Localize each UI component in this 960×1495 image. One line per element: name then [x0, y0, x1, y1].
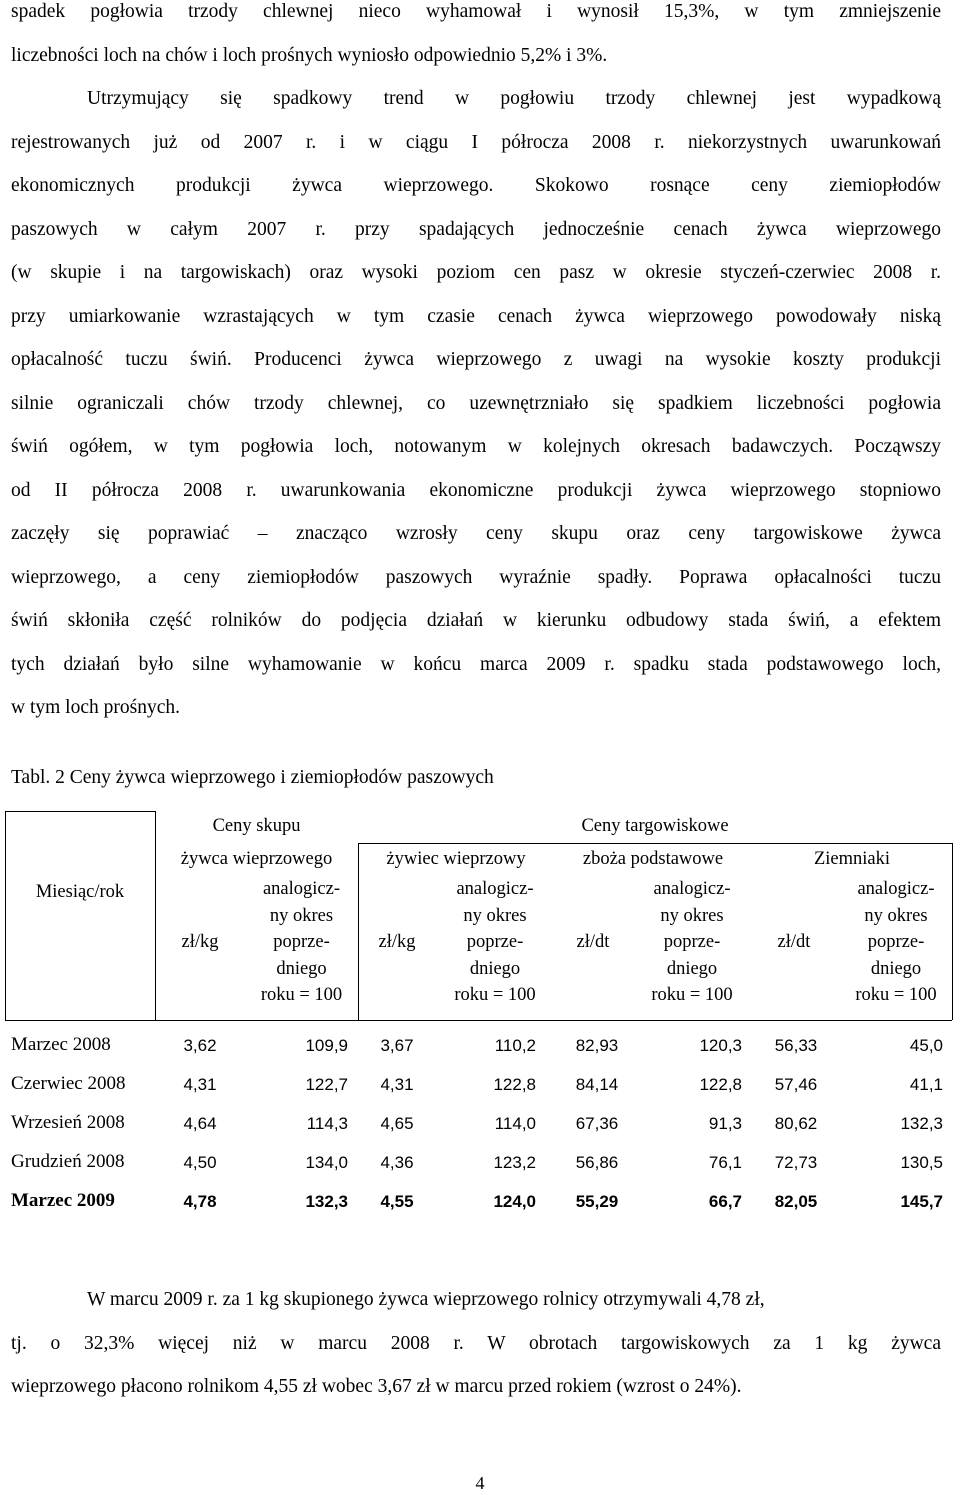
- table-cell: 123,2: [493, 1153, 536, 1172]
- table-cell: 124,0: [493, 1192, 536, 1211]
- table-left-border: [5, 811, 6, 1020]
- table-cell: 91,3: [708, 1114, 742, 1133]
- table-cell: 4,31: [380, 1075, 414, 1094]
- table-rule: [358, 843, 952, 844]
- text-line: wieprzowego, a ceny ziemiopłodów paszowych wyraźnie spadły. Poprawa opłacalności tuczu: [11, 566, 941, 588]
- table-cell: 130,5: [900, 1153, 943, 1172]
- text-line: Utrzymujący się spadkowy trend w pogłowiu trzody chlewnej jest wypadkową: [87, 88, 941, 109]
- table-cell: 76,1: [708, 1153, 742, 1172]
- table-cell: 4,64: [183, 1114, 217, 1133]
- text-line: tych działań było silne wyhamowanie w końcu marca 2009 r. spadku stada podstawowego loch,: [11, 653, 941, 675]
- header-index-line: dniego: [666, 958, 718, 979]
- paragraph-1: [11, 0, 941, 77]
- header-index: [632, 876, 752, 1009]
- row-label: Grudzień 2008: [11, 1151, 125, 1172]
- table-cell: 82,93: [575, 1036, 619, 1055]
- header-row-label: Miesiąc/rok: [35, 882, 125, 902]
- row-label: Czerwiec 2008: [11, 1073, 126, 1094]
- text-line: wieprzowego płacono rolnikom 4,55 zł wobec 3,67 zł w marcu przed rokiem (wzrost o 24%).: [11, 1376, 742, 1397]
- table-cell: 4,50: [183, 1153, 217, 1172]
- header-unit: zł/dt: [576, 932, 610, 952]
- page-number: 4: [475, 1473, 485, 1493]
- header-index-line: ny okres: [269, 905, 334, 926]
- text-line: (w skupie i na targowiskach) oraz wysoki poziom cen pasz w okresie styczeń-czerwiec 2008 r.: [11, 262, 941, 283]
- table-cell: 110,2: [494, 1036, 536, 1055]
- table-cell: 114,0: [494, 1114, 536, 1133]
- table-cell: 4,36: [380, 1153, 414, 1172]
- table-cell: 4,55: [380, 1192, 414, 1211]
- text-line: przy umiarkowanie wzrastających w tym czasie cenach żywca wieprzowego powodowały niską: [11, 305, 941, 327]
- table-cell: 109,9: [305, 1036, 348, 1055]
- header-index-line: analogicz-: [262, 879, 341, 899]
- header-index-line: roku = 100: [651, 985, 733, 1005]
- header-index-line: dniego: [469, 958, 521, 979]
- text-line: w tym loch prośnych.: [11, 697, 180, 718]
- header-group-skup: Ceny skupu: [212, 816, 301, 836]
- table-cell: 145,7: [900, 1192, 943, 1211]
- table-cell: 120,3: [699, 1036, 742, 1055]
- header-index-line: roku = 100: [855, 985, 937, 1005]
- table-cell: 114,3: [306, 1114, 348, 1133]
- table-cell: 56,86: [575, 1153, 619, 1172]
- table-cell: 132,3: [900, 1114, 943, 1133]
- header-index-line: ny okres: [463, 905, 527, 926]
- table-column-divider: [358, 843, 359, 1020]
- table-cell: 4,31: [183, 1075, 217, 1094]
- table-cell: 134,0: [305, 1153, 348, 1172]
- text-line: spadek pogłowia trzody chlewnej nieco wyhamował i wynosił 15,3%, w tym zmniejszenie: [11, 1, 941, 22]
- header-index: [436, 876, 554, 1009]
- text-line: od II półrocza 2008 r. uwarunkowania ekonomiczne produkcji żywca wieprzowego stopniowo: [11, 479, 941, 501]
- header-index-line: roku = 100: [260, 985, 343, 1005]
- table-header-bottom-border: [5, 1020, 952, 1021]
- table-cell: 66,7: [708, 1192, 742, 1211]
- header-index-line: poprze-: [663, 932, 721, 952]
- table-top-border: [5, 811, 155, 812]
- header-sub-zywiec: żywiec wieprzowy: [386, 849, 526, 869]
- text-line: świń skłoniła część rolników do podjęcia działań w kierunku odbudowy stada świń, a efektem: [11, 610, 941, 631]
- header-group-targ: Ceny targowiskowe: [581, 816, 729, 836]
- header-index-line: analogicz-: [456, 879, 534, 899]
- header-index-line: dniego: [276, 958, 327, 979]
- text-line: świń ogółem, w tym pogłowia loch, notowanym w kolejnych okresach badawczych. Począwszy: [11, 436, 941, 457]
- text-line: opłacalność tuczu świń. Producenci żywca wieprzowego z uwagi na wysokie koszty produkcji: [11, 349, 941, 370]
- table-cell: 4,78: [183, 1192, 217, 1211]
- table-cell: 84,14: [575, 1075, 619, 1094]
- text-line: W marcu 2009 r. za 1 kg skupionego żywca wieprzowego rolnicy otrzymywali 4,78 zł,: [87, 1289, 765, 1310]
- row-label: Marzec 2008: [11, 1034, 111, 1055]
- text-line: rejestrowanych już od 2007 r. i w ciągu I półrocza 2008 r. niekorzystnych uwarunkowań: [11, 131, 941, 153]
- header-index: [245, 876, 358, 1009]
- header-index-line: ny okres: [864, 905, 928, 926]
- row-label: Marzec 2009: [11, 1190, 115, 1211]
- header-sub-ziemniaki: Ziemniaki: [813, 849, 891, 869]
- table-column-divider: [155, 811, 156, 1020]
- paragraph-3: [11, 1278, 941, 1409]
- header-index-line: dniego: [870, 958, 922, 979]
- table-cell: 122,8: [699, 1075, 742, 1094]
- table-cell: 67,36: [575, 1114, 619, 1133]
- table-cell: 72,73: [774, 1153, 818, 1172]
- table-cell: 4,65: [380, 1114, 414, 1133]
- header-index-line: poprze-: [867, 932, 925, 952]
- table-cell: 82,05: [774, 1192, 818, 1211]
- table-caption: Tabl. 2 Ceny żywca wieprzowego i ziemiopłodów paszowych: [11, 767, 494, 788]
- header-index-line: analogicz-: [857, 879, 935, 899]
- header-unit: zł/kg: [378, 932, 416, 952]
- table-cell: 80,62: [774, 1114, 818, 1133]
- table-cell: 3,67: [380, 1036, 414, 1055]
- header-index: [836, 876, 956, 1009]
- header-index-line: ny okres: [660, 905, 724, 926]
- table-cell: 132,3: [305, 1192, 348, 1211]
- paragraph-2: [11, 77, 941, 730]
- table-cell: 55,29: [575, 1192, 619, 1211]
- text-line: paszowych w całym 2007 r. przy spadających jednocześnie cenach żywca wieprzowego: [11, 218, 941, 240]
- table-cell: 122,7: [305, 1075, 348, 1094]
- table-cell: 57,46: [774, 1075, 818, 1094]
- text-line: tj. o 32,3% więcej niż w marcu 2008 r. W obrotach targowiskowych za 1 kg żywca: [11, 1332, 941, 1354]
- header-unit: zł/dt: [777, 932, 811, 952]
- header-sub-zboza: zboża podstawowe: [582, 849, 724, 869]
- text-line: zaczęły się poprawiać – znacząco wzrosły ceny skupu oraz ceny targowiskowe żywca: [11, 523, 941, 544]
- header-index-line: roku = 100: [454, 985, 536, 1005]
- table-cell: 56,33: [774, 1036, 818, 1055]
- row-label: Wrzesień 2008: [11, 1112, 125, 1133]
- text-line: ekonomicznych produkcji żywca wieprzowego. Skokowo rosnące ceny ziemiopłodów: [11, 175, 941, 196]
- table-cell: 41,1: [909, 1075, 943, 1094]
- text-line: liczebności loch na chów i loch prośnych wyniosło odpowiednio 5,2% i 3%.: [11, 44, 608, 66]
- table-right-border: [952, 843, 953, 1020]
- table-cell: 122,8: [493, 1075, 536, 1094]
- header-sub-skup: żywca wieprzowego: [180, 849, 333, 869]
- text-line: silnie ograniczali chów trzody chlewnej, co uzewnętrzniało się spadkiem liczebności pogłowia: [11, 392, 941, 414]
- header-index-line: poprze-: [273, 932, 330, 952]
- header-index-line: analogicz-: [653, 879, 731, 899]
- header-unit: zł/kg: [181, 932, 219, 952]
- table-cell: 3,62: [183, 1036, 217, 1055]
- header-index-line: poprze-: [466, 932, 524, 952]
- table-cell: 45,0: [909, 1036, 943, 1055]
